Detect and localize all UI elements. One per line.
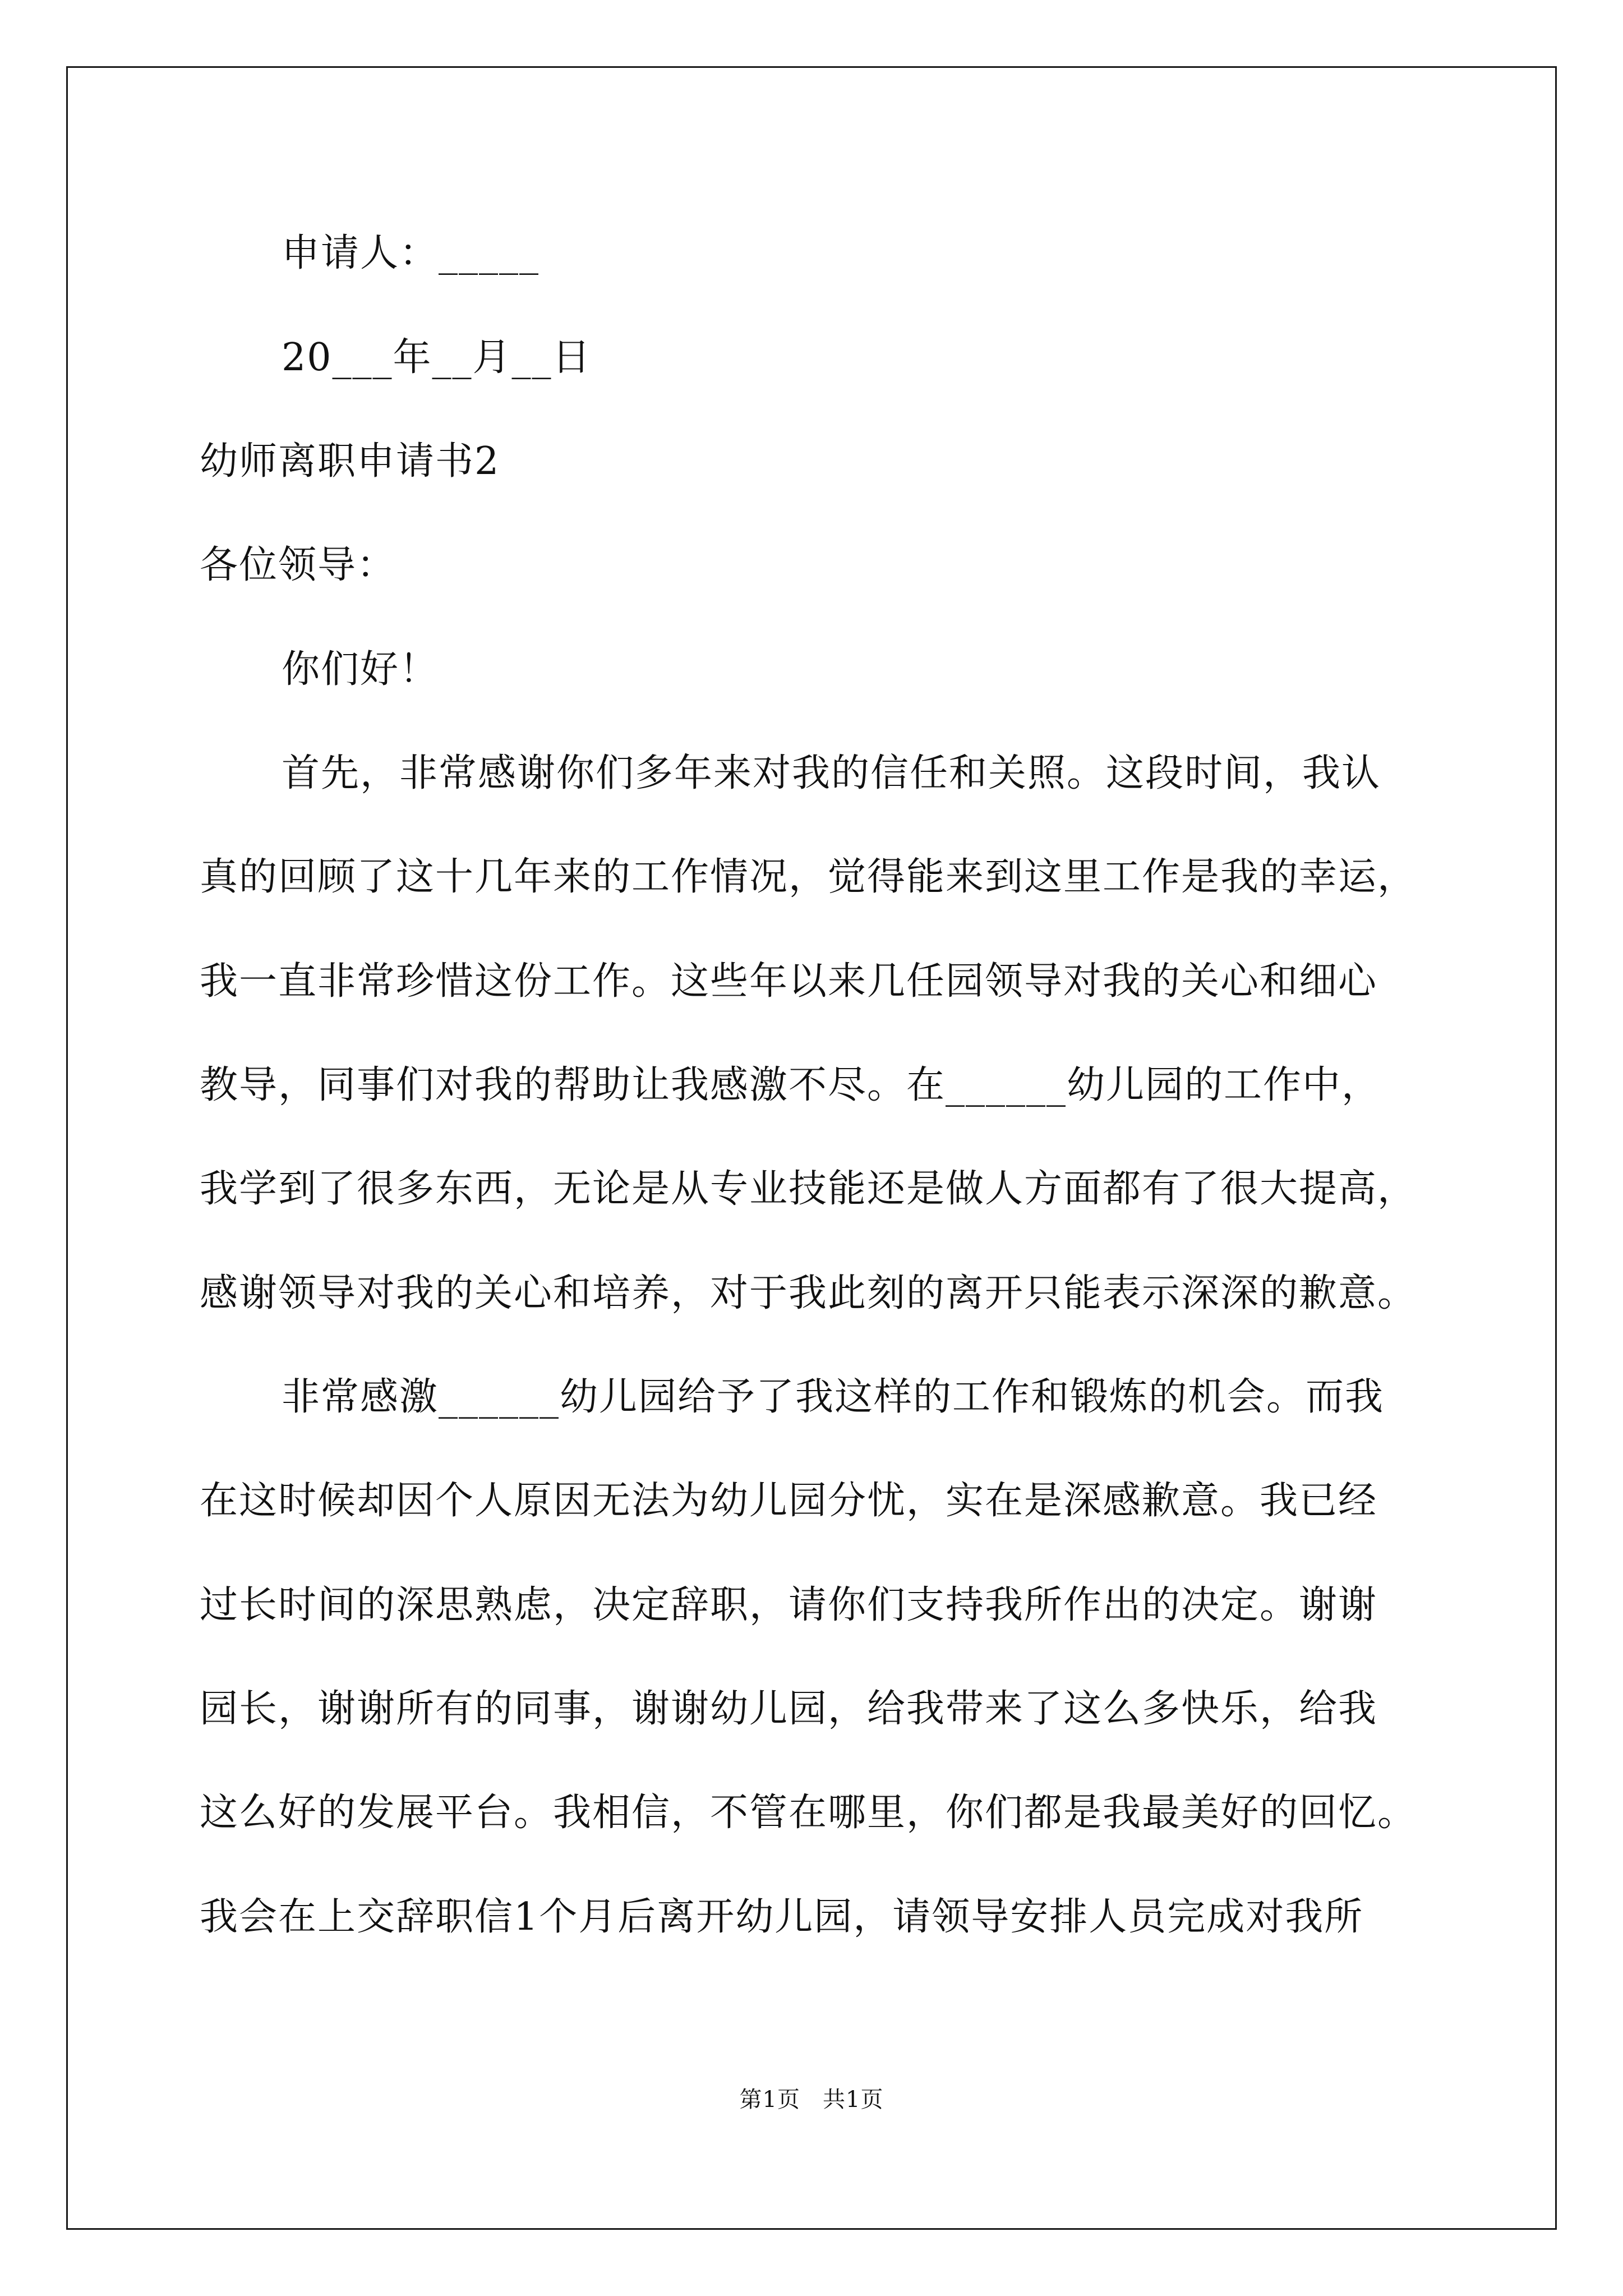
body-line: 我会在上交辞职信1个月后离开幼儿园，请领导安排人员完成对我所 [200,1895,1364,1939]
body-line: 非常感激______幼儿园给予了我这样的工作和锻炼的机会。而我 [282,1375,1385,1419]
body-line: 园长，谢谢所有的同事，谢谢幼儿园，给我带来了这么多快乐，给我 [200,1687,1378,1731]
body-line: 我一直非常珍惜这份工作。这些年以来几任园领导对我的关心和细心 [200,959,1378,1004]
body-line: 过长时间的深思熟虑，决定辞职，请你们支持我所作出的决定。谢谢 [200,1583,1378,1627]
body-line: 首先，非常感谢你们多年来对我的信任和关照。这段时间，我认 [282,751,1381,795]
body-line: 在这时候却因个人原因无法为幼儿园分忧，实在是深感歉意。我已经 [200,1479,1378,1523]
body-line: 这么好的发展平台。我相信，不管在哪里，你们都是我最美好的回忆。 [200,1791,1417,1835]
date-line: 20___年__月__日 [282,335,592,380]
page-number: 第1页 [739,2087,800,2113]
greeting: 你们好！ [282,647,439,692]
body-line: 教导，同事们对我的帮助让我感激不尽。在______幼儿园的工作中， [200,1063,1381,1107]
page-footer [0,2088,1623,2111]
body-line: 感谢领导对我的关心和培养，对于我此刻的离开只能表示深深的歉意。 [200,1271,1417,1315]
salutation: 各位领导： [200,543,396,587]
applicant-line: 申请人：_____ [282,231,540,275]
document-title: 幼师离职申请书2 [200,439,500,484]
body-line: 我学到了很多东西，无论是从专业技能还是做人方面都有了很大提高， [200,1167,1417,1211]
page-total: 共1页 [823,2087,884,2113]
body-line: 真的回顾了这十几年来的工作情况，觉得能来到这里工作是我的幸运， [200,855,1417,899]
